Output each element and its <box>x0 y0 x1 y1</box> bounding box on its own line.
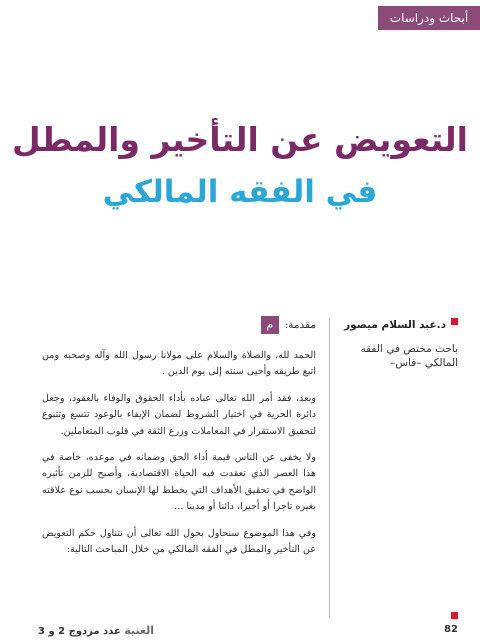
intro-heading <box>42 316 316 334</box>
red-square-marker <box>451 612 458 619</box>
article-body <box>42 316 316 568</box>
section-label: أبحاث ودراسات <box>378 6 480 30</box>
paragraph: وبعد، فقد أمر الله تعالى عباده بأداء الحقوق والوفاء بالعقود، وجعل دائرة الحرية في اختيار الشروط لضمان الإيفاء بالوعود تتسع وتتنوع لتحقيق الاستقرار في المعاملات وزرع الثقة في قلوب المتعاملين. <box>42 392 316 437</box>
page-number: 82 <box>444 624 458 635</box>
paragraph: وفي هذا الموضوع سنحاول بحول الله تعالى أن نتناول حكم التعويض عن التأخير والمطل في الفقه المالكي من خلال المباحث التالية: <box>42 527 316 556</box>
magazine-name: الغنية <box>124 624 155 637</box>
author-column <box>332 318 458 370</box>
author-name: د.عبد السلام ميصور <box>344 319 446 331</box>
article-title-line-2: في الفقه المالكي <box>102 174 378 210</box>
footer-issue <box>38 624 154 637</box>
intro-marker: م <box>261 316 279 334</box>
article-title-line-1: التعويض عن التأخير والمطل <box>12 120 468 159</box>
paragraph: ولا يخفى عن الناس قيمة أداء الحق وضمانه في موعده، خاصة في هذا العصر الذي تعقدت فيه الحياة الاقتصادية، وأصبح للزمن تأثيره الواضح في تحقيق الأهداف التي يخطط لها الإنسان بحسب نوع علاقته بغيره تاجرا أو أجيرا، دائنا أو مدينا ... <box>42 452 316 513</box>
paragraph: الحمد لله، والصلاة والسلام على مولانا رسول الله وآله وصحبه ومن اتبع طريقه وأحيى سنته إلى يوم الدين . <box>42 350 316 378</box>
author-bio: باحث مختص في الفقه المالكي –فاس– <box>360 343 458 369</box>
column-divider <box>329 318 330 618</box>
issue-label: عدد مزدوج 2 و 3 <box>38 626 121 637</box>
intro-label: مقدمة: <box>284 318 316 331</box>
